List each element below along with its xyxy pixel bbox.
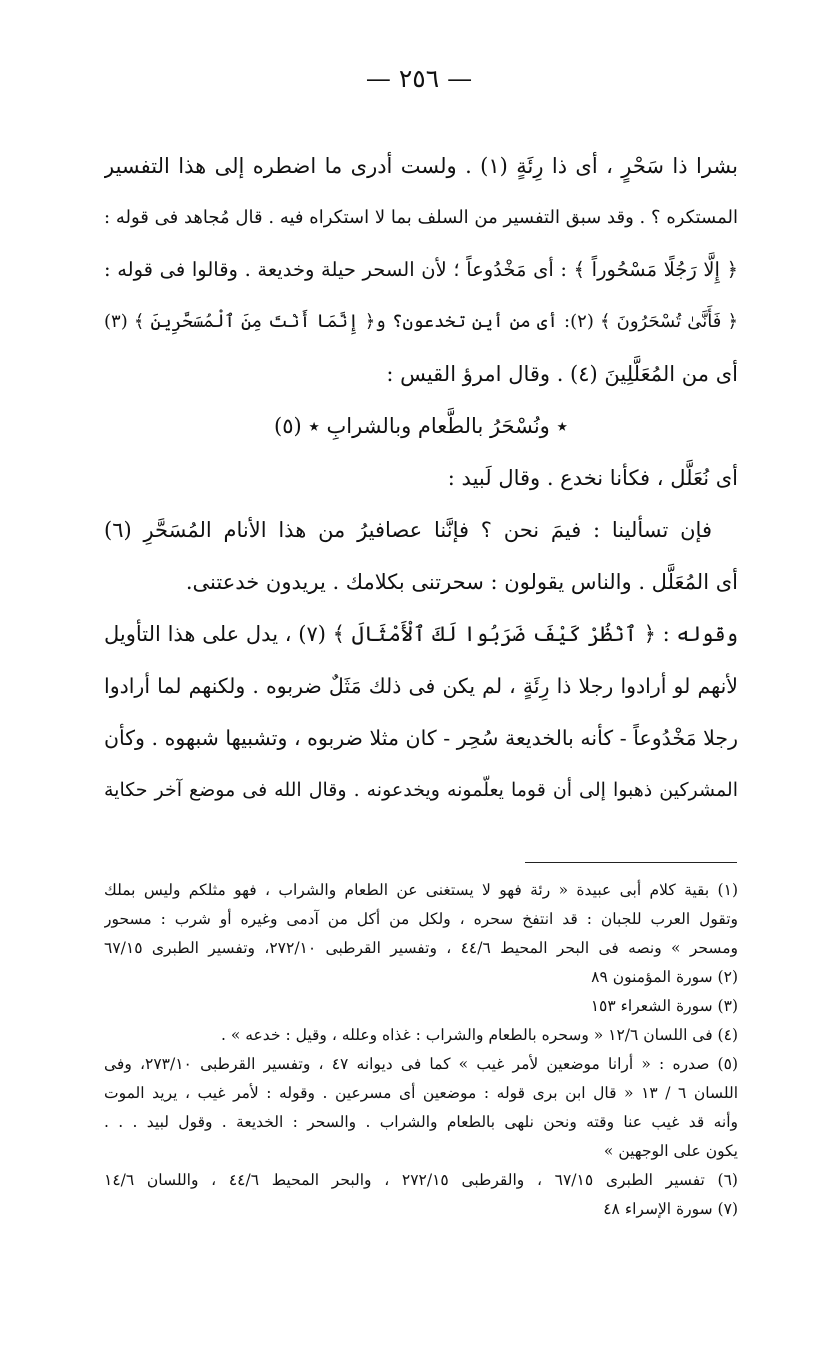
text-line: المستكره ؟ . وقد سبق التفسير من السلف بما لا استكراه فيه . قال مُجاهد فى قوله : (104, 207, 738, 228)
footnote-line: يكون على الوجهين » (603, 1142, 738, 1160)
text-line: رجلا مَخْدُوعاً - كأنه بالخديعة سُحِر - كان مثلا ضربوه ، وتشبيها شبهوه . وكأن (104, 726, 738, 750)
footnote-line: (٧) سورة الإسراء ٤٨ (603, 1200, 738, 1218)
page-number: — ٢٥٦ — (365, 64, 473, 93)
text-line: لأنهم لو أرادوا رجلا ذا رِئَةٍ ، لم يكن فى ذلك مَثَلٌ ضربوه . ولكنهم لما أرادوا (104, 674, 738, 698)
text-line: بشرا ذا سَحْرٍ ، أى ذا رِئَةٍ (١) . ولست أدرى ما اضطره إلى هذا التفسير (104, 154, 738, 178)
footnote-line: (٦) تفسير الطبرى ٦٧/١٥ ، والقرطبى ٢٧٢/١٥ ، والبحر المحيط ٤٤/٦ ، واللسان ١٤/٦ (104, 1171, 738, 1189)
footnotes (104, 876, 738, 1224)
footnote-line: وتقول العرب للجبان : قد انتفخ سحره ، ولكل من أكل من آدمى وغيره أو شرب : مسحور (104, 910, 738, 928)
footnote-line: (١) بقية كلام أبى عبيدة « رئة فهو لا يستغنى عن الطعام والشراب ، فهو مثلكم وليس بملك (104, 881, 738, 899)
footnote-line: (٣) سورة الشعراء ١٥٣ (590, 997, 738, 1015)
poetry-verse: فإن تسألينا : فيمَ نحن ؟ فإنَّنا عصافيرُ من هذا الأنام المُسَحَّرِ (٦) (104, 518, 712, 542)
footnote-line: اللسان ٦ / ١٣ « قال ابن برى قوله : موضعين أى مسرعين . وقوله : لأمر غيب ، يريد الموت (104, 1084, 738, 1102)
footnote-line: (٢) سورة المؤمنون ٨٩ (591, 968, 738, 986)
text-line: أى من المُعَلَّلِينَ (٤) . وقال امرؤ القيس : (386, 362, 738, 386)
text-line: ﴿ إِلَّا رَجُلًا مَسْحُوراً ﴾ : أى مَخْدُوعاً ؛ لأن السحر حيلة وخديعة . وقالوا فى قوله : (104, 258, 738, 281)
main-text (104, 140, 738, 816)
footnote-line: (٥) صدره : « أرانا موضعين لأمر غيب » كما فى ديوانه ٤٧ ، وتفسير القرطبى ٢٧٣/١٠، وفى (104, 1055, 738, 1073)
text-line: وقوله : ﴿ ٱنْظُرْ كَيْفَ ضَرَبُوا لَكَ ٱلْأَمْثَالَ ﴾ (٧) ، يدل على هذا التأويل (104, 622, 738, 646)
footnote-line: (٤) فى اللسان ١٢/٦ « وسحره بالطعام والشراب : غذاه وعلله ، وقيل : خدعه » . (220, 1026, 738, 1044)
footnote-separator (525, 862, 737, 863)
text-line: أى المُعَلَّل . والناس يقولون : سحرتنى بكلامك . يريدون خدعتنى. (185, 570, 738, 594)
footnote-line: ومسحر » ونصه فى البحر المحيط ٤٤/٦ ، وتفسير القرطبى ٢٧٢/١٠، وتفسير الطبرى ٦٧/١٥ (104, 939, 738, 957)
text-line: ﴿ فَأَنَّىٰ تُسْحَرُونَ ﴾ (٢): أى من أين تخدعون؟ و﴿ إِنَّمَا أَنْتَ مِنَ ٱلْمُسَحَّرِينَ ﴾ (٣) (104, 311, 738, 332)
text-line: المشركين ذهبوا إلى أن قوما يعلّمونه ويخدعونه . وقال الله فى موضع آخر حكاية (104, 779, 738, 801)
poetry-verse: ٭ ونُسْحَرُ بالطَّعام وبالشرابِ ٭ (٥) (274, 414, 568, 438)
text-line: أى نُعَلَّل ، فكأنا نخدع . وقال لَبيد : (447, 466, 738, 490)
footnote-line: وأنه قد غيب عنا وقته ونحن نلهى بالطعام والشراب . والسحر : الخديعة . وقول لبيد . . . (104, 1113, 738, 1131)
